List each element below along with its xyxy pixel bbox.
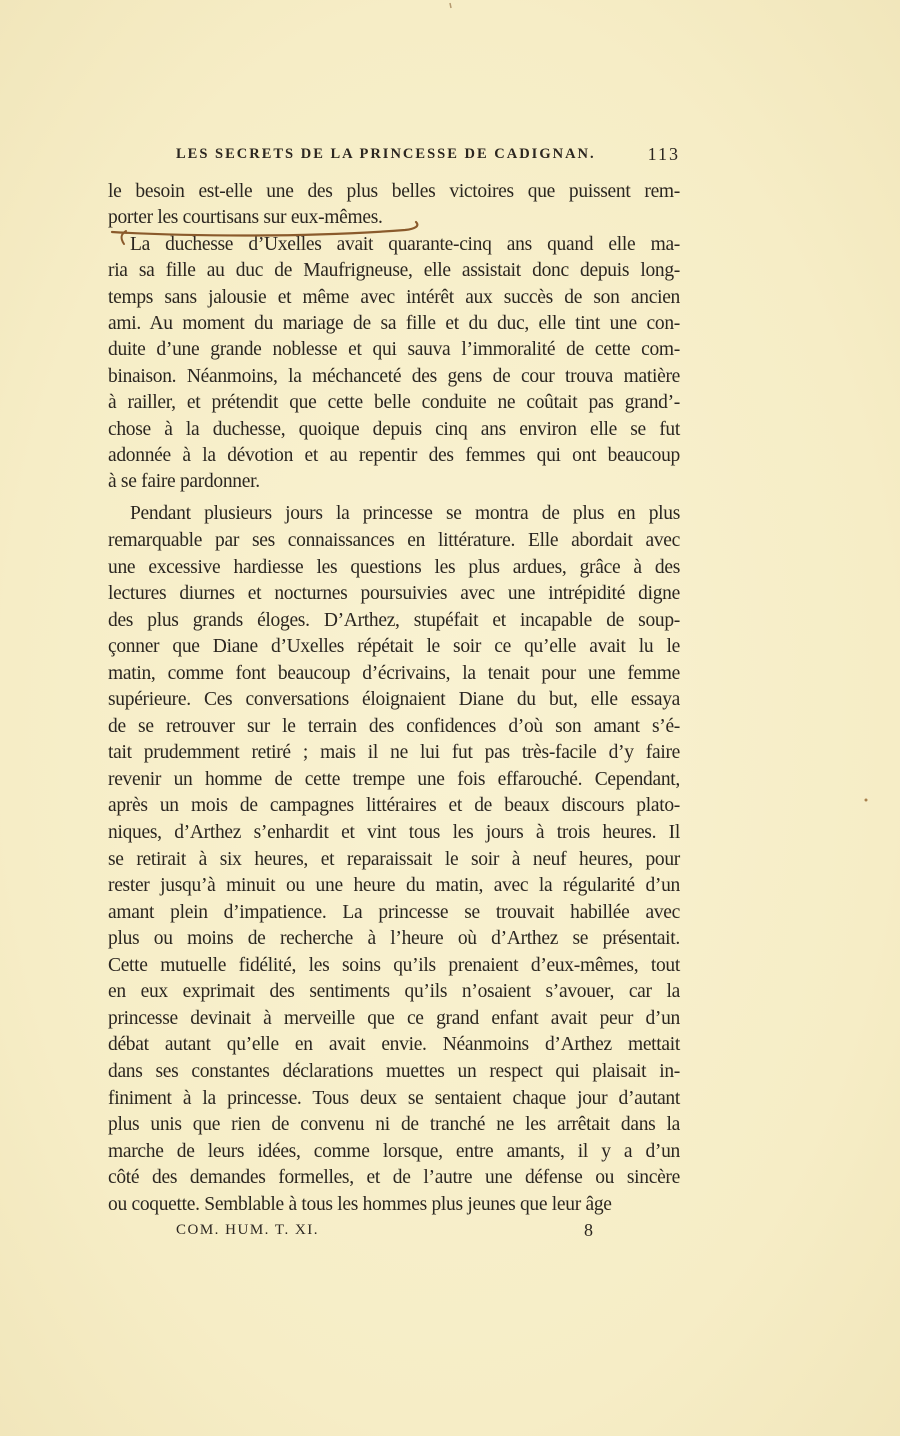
text-line: supérieure. Ces conversations éloignaient Diane du but, elle essaya bbox=[108, 689, 680, 711]
text-line: à se faire pardonner. bbox=[108, 471, 260, 493]
text-line: le besoin est-elle une des plus belles victoires que puissent rem- bbox=[108, 181, 680, 202]
text-line: en eux exprimait des sentiments qu’ils n’osaient s’avouer, car la bbox=[108, 981, 680, 1003]
text-line: plus unis que rien de convenu ni de tranché ne les arrêtait dans la bbox=[108, 1114, 680, 1136]
text-line: duite d’une grande noblesse et qui sauva l’immoralité de cette com- bbox=[108, 339, 680, 361]
text-line: niques, d’Arthez s’enhardit et vint tous les jours à trois heures. Il bbox=[108, 822, 680, 843]
text-line: remarquable par ses connaissances en littérature. Elle abordait avec bbox=[108, 529, 680, 551]
text-line: finiment à la princesse. Tous deux se sentaient chaque jour d’autant bbox=[108, 1087, 680, 1109]
text-line: se retirait à six heures, et reparaissait le soir à neuf heures, pour bbox=[108, 848, 680, 870]
printer-signature: COM. HUM. T. XI. bbox=[176, 1222, 320, 1238]
text-line: tait prudemment retiré ; mais il ne lui fut pas très-facile d’y faire bbox=[108, 742, 680, 764]
text-line: binaison. Néanmoins, la méchanceté des gens de cour trouva matière bbox=[108, 365, 680, 387]
text-line: après un mois de campagnes littéraires et de beaux discours plato- bbox=[108, 795, 680, 817]
text-line: chose à la duchesse, quoique depuis cinq ans environ elle se fut bbox=[108, 418, 680, 440]
text-line: çonner que Diane d’Uxelles répétait le soir ce qu’elle avait lu le bbox=[108, 636, 680, 658]
text-line: ami. Au moment du mariage de sa fille et du duc, elle tint une con- bbox=[108, 313, 680, 334]
text-line: débat autant qu’elle en avait envie. Néanmoins d’Arthez mettait bbox=[108, 1034, 680, 1056]
text-line: rester jusqu’à minuit ou une heure du matin, avec la régularité d’un bbox=[108, 875, 680, 897]
text-line: revenir un homme de cette trempe une fois effarouché. Cependant, bbox=[108, 768, 680, 790]
text-line: princesse devinait à merveille que ce grand enfant avait peur d’un bbox=[108, 1007, 680, 1029]
text-line: temps sans jalousie et même avec intérêt aux succès de son ancien bbox=[108, 286, 680, 308]
text-line: marche de leurs idées, comme lorsque, entre amants, il y a d’un bbox=[108, 1140, 680, 1162]
text-line: des plus grands éloges. D’Arthez, stupéfait et incapable de soup- bbox=[108, 609, 680, 631]
running-header bbox=[176, 146, 680, 170]
text-line: ou coquette. Semblable à tous les hommes plus jeunes que leur âge bbox=[108, 1193, 612, 1215]
text-line: dans ses constantes déclarations muettes un respect qui plaisait in- bbox=[108, 1060, 680, 1082]
text-line: de se retrouver sur le terrain des confidences d’où son amant s’é- bbox=[108, 715, 680, 737]
text-line: à railler, et prétendit que cette belle conduite ne coûtait pas grand’- bbox=[108, 392, 680, 414]
running-title: LES SECRETS DE LA PRINCESSE DE CADIGNAN. bbox=[176, 146, 596, 162]
text-line: Cette mutuelle fidélité, les soins qu’ils prenaient d’eux-mêmes, tout bbox=[108, 954, 680, 976]
text-line: Pendant plusieurs jours la princesse se montra de plus en plus bbox=[130, 503, 680, 525]
text-line: côté des demandes formelles, et de l’autre une défense ou sincère bbox=[108, 1167, 680, 1189]
text-line: lectures diurnes et nocturnes poursuivies avec une intrépidité digne bbox=[108, 583, 680, 605]
page-number: 113 bbox=[647, 144, 680, 164]
text-line: une excessive hardiesse les questions les plus ardues, grâce à des bbox=[108, 556, 680, 578]
text-line: La duchesse d’Uxelles avait quarante-cinq ans quand elle ma- bbox=[130, 233, 680, 255]
text-line: plus ou moins de recherche à l’heure où d’Arthez se présentait. bbox=[108, 928, 680, 950]
text-line: adonnée à la dévotion et au repentir des femmes qui ont beaucoup bbox=[108, 445, 680, 466]
signature-number: 8 bbox=[584, 1220, 593, 1240]
text-line: porter les courtisans sur eux-mêmes. bbox=[108, 207, 383, 229]
text-line: amant plein d’impatience. La princesse se trouvait habillée avec bbox=[108, 901, 680, 923]
text-line: ria sa fille au duc de Maufrigneuse, elle assistait donc depuis long- bbox=[108, 260, 680, 282]
text-line: matin, comme font beaucoup d’écrivains, la tenait pour une femme bbox=[108, 662, 680, 684]
